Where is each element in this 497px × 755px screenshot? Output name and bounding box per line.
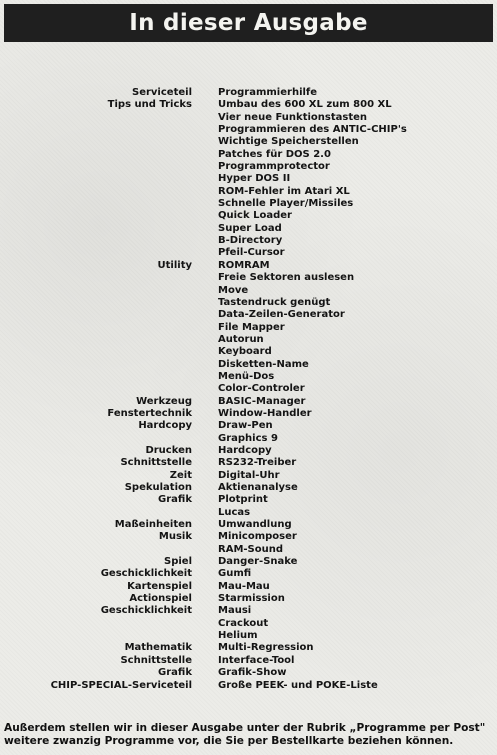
toc-row [0, 544, 497, 556]
footer-line-1: Außerdem stellen wir in dieser Ausgabe unter der Rubrik „Programme per Post" [4, 722, 486, 734]
toc-item: B-Directory [218, 235, 283, 247]
toc-row [0, 149, 497, 161]
toc-row [0, 87, 497, 99]
toc-item: Window-Handler [218, 407, 312, 419]
toc-item: Patches für DOS 2.0 [218, 148, 331, 160]
toc-row [0, 173, 497, 185]
toc-item: Pfeil-Cursor [218, 247, 285, 259]
toc-row [0, 297, 497, 309]
toc-row [0, 420, 497, 432]
toc-item: Super Load [218, 222, 282, 234]
toc-row [0, 371, 497, 383]
toc-item: RS232-Treiber [218, 457, 297, 469]
toc-item: File Mapper [218, 321, 285, 333]
toc-item: Multi-Regression [218, 642, 314, 654]
toc-row [0, 272, 497, 284]
toc-category: Spekulation [124, 482, 192, 493]
page-title: In dieser Ausgabe [129, 10, 368, 36]
table-of-contents [0, 87, 497, 692]
toc-item: Move [218, 284, 249, 296]
toc-row [0, 519, 497, 531]
toc-item: Aktienanalyse [218, 482, 298, 493]
toc-row [0, 568, 497, 580]
toc-item: Danger-Snake [218, 556, 298, 568]
toc-category: Geschicklichkeit [100, 605, 192, 617]
toc-row [0, 556, 497, 568]
toc-item: Crackout [218, 617, 269, 629]
toc-row [0, 235, 497, 247]
toc-row [0, 482, 497, 494]
toc-item: Quick Loader [218, 210, 292, 222]
toc-row [0, 260, 497, 272]
toc-item: Hyper DOS II [218, 173, 291, 185]
toc-item: Keyboard [218, 346, 272, 358]
toc-category: Kartenspiel [127, 580, 192, 592]
toc-item: RAM-Sound [218, 543, 284, 555]
toc-category: Musik [158, 531, 192, 543]
toc-item: Starmission [218, 593, 285, 605]
toc-row [0, 210, 497, 222]
toc-row [0, 396, 497, 408]
toc-row [0, 605, 497, 617]
toc-row [0, 198, 497, 210]
toc-item: Plotprint [218, 494, 268, 506]
toc-row [0, 593, 497, 605]
toc-item: Disketten-Name [218, 358, 309, 370]
toc-row [0, 186, 497, 198]
toc-item: Grafik-Show [218, 667, 287, 679]
toc-item: ROMRAM [218, 259, 270, 271]
toc-item: Menü-Dos [218, 370, 275, 382]
toc-item: Mausi [218, 605, 252, 617]
toc-row [0, 383, 497, 395]
toc-row [0, 667, 497, 679]
toc-row [0, 124, 497, 136]
toc-category: Schnittstelle [120, 457, 192, 469]
toc-category: Hardcopy [138, 420, 192, 432]
toc-item: Programmieren des ANTIC-CHIP's [218, 124, 407, 136]
toc-category: Grafik [158, 494, 192, 506]
toc-category: CHIP-SPECIAL-Serviceteil [50, 679, 192, 691]
toc-row [0, 531, 497, 543]
toc-row [0, 618, 497, 630]
header-banner [4, 4, 493, 42]
toc-row [0, 630, 497, 642]
toc-item: Freie Sektoren auslesen [218, 272, 355, 284]
toc-item: Große PEEK- und POKE-Liste [218, 679, 378, 691]
toc-item: Draw-Pen [218, 420, 273, 432]
toc-item: Umbau des 600 XL zum 800 XL [218, 99, 392, 111]
toc-row [0, 309, 497, 321]
toc-item: Gumfi [218, 568, 252, 580]
toc-row [0, 346, 497, 358]
toc-category: Fenstertechnik [107, 407, 192, 419]
toc-category: Grafik [158, 667, 192, 679]
toc-row [0, 494, 497, 506]
toc-category: Maßeinheiten [114, 519, 192, 531]
toc-row [0, 408, 497, 420]
toc-item: ROM-Fehler im Atari XL [218, 185, 350, 197]
toc-row [0, 161, 497, 173]
toc-row [0, 655, 497, 667]
toc-item: Hardcopy [218, 444, 272, 456]
toc-row [0, 470, 497, 482]
toc-row [0, 322, 497, 334]
toc-row [0, 642, 497, 654]
toc-category: Tips und Tricks [107, 99, 192, 111]
toc-row [0, 136, 497, 148]
toc-item: Graphics 9 [218, 432, 278, 444]
toc-item: Helium [218, 630, 258, 642]
toc-row [0, 247, 497, 259]
toc-row [0, 334, 497, 346]
toc-item: Mau-Mau [218, 580, 270, 592]
toc-row [0, 581, 497, 593]
toc-item: Digital-Uhr [218, 469, 280, 481]
toc-item: Wichtige Speicherstellen [218, 136, 359, 148]
toc-item: Programmprotector [218, 161, 330, 173]
toc-item: Schnelle Player/Missiles [218, 198, 354, 210]
toc-category: Zeit [169, 469, 192, 481]
toc-row [0, 359, 497, 371]
toc-item: Vier neue Funktionstasten [218, 111, 368, 123]
toc-item: BASIC-Manager [218, 395, 306, 407]
toc-row [0, 223, 497, 235]
toc-item: Minicomposer [218, 531, 297, 543]
toc-category: Actionspiel [129, 593, 192, 605]
toc-row [0, 285, 497, 297]
toc-item: Color-Controler [218, 383, 305, 395]
toc-row [0, 433, 497, 445]
toc-category: Drucken [145, 444, 192, 456]
toc-item: Umwandlung [218, 519, 292, 531]
toc-category: Geschicklichkeit [100, 568, 192, 580]
toc-item: Programmierhilfe [218, 87, 318, 98]
footer-note [4, 722, 493, 748]
toc-item: Lucas [218, 506, 251, 518]
toc-item: Data-Zeilen-Generator [218, 309, 345, 321]
toc-row [0, 99, 497, 111]
toc-category: Werkzeug [136, 395, 192, 407]
toc-row [0, 680, 497, 692]
toc-category: Utility [157, 259, 192, 271]
toc-row [0, 445, 497, 457]
toc-row [0, 507, 497, 519]
toc-item: Autorun [218, 333, 264, 345]
toc-category: Serviceteil [132, 87, 192, 98]
toc-category: Spiel [164, 556, 192, 568]
toc-item: Interface-Tool [218, 654, 295, 666]
toc-row [0, 457, 497, 469]
toc-item: Tastendruck genügt [218, 296, 331, 308]
toc-category: Mathematik [124, 642, 192, 654]
toc-category: Schnittstelle [120, 654, 192, 666]
toc-row [0, 112, 497, 124]
footer-line-2: weitere zwanzig Programme vor, die Sie per Bestellkarte beziehen können. [4, 735, 454, 747]
